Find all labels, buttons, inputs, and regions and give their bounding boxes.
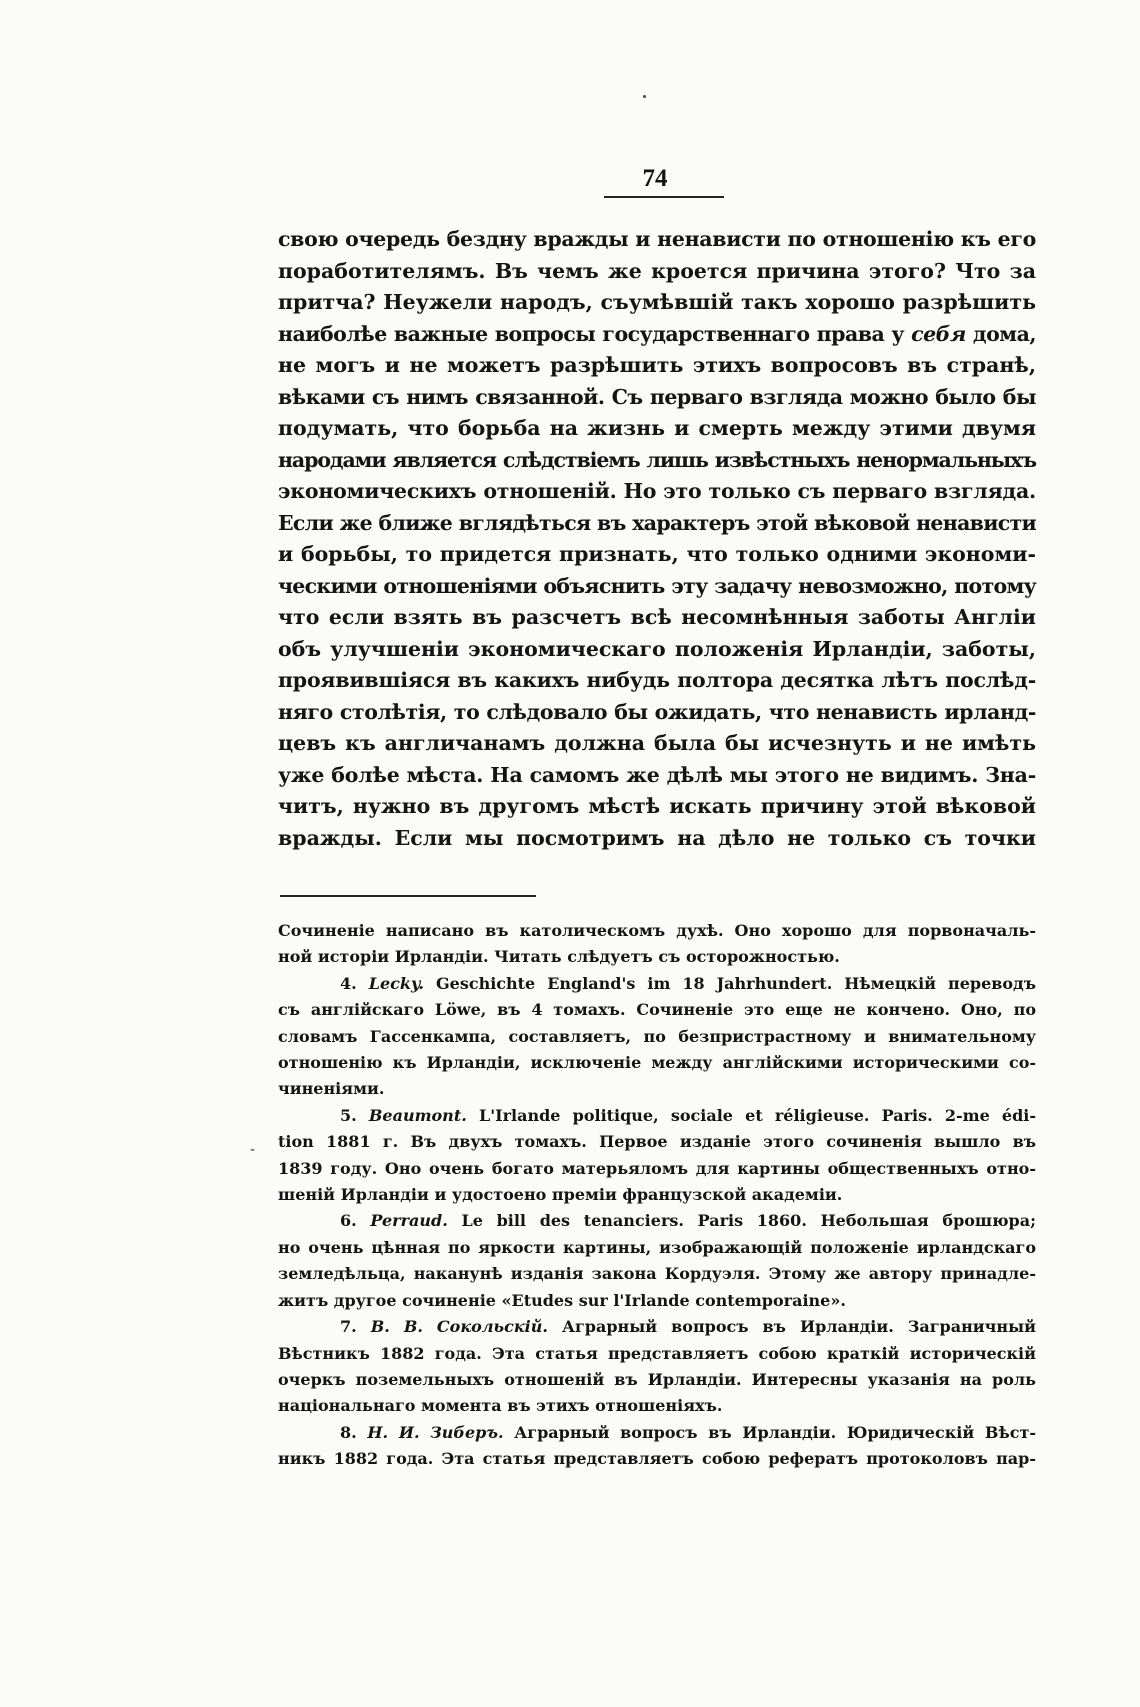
footnote-8 xyxy=(278,1420,1036,1446)
footnote-line: національнаго момента въ этихъ отношеніяхъ. xyxy=(278,1396,723,1416)
footnote-number: 7. xyxy=(340,1317,357,1337)
footnote-line: житъ другое сочиненіе «Etudes sur l'Irlande contemporaine». xyxy=(278,1290,846,1310)
footnote-author: В. В. Сокольскій. xyxy=(370,1317,548,1337)
footnote-number: 8. xyxy=(340,1422,357,1442)
text-line: вѣками съ нимъ связанной. Съ перваго взгляда можно было бы xyxy=(278,384,1036,409)
text-line: экономическихъ отношеній. Но это только съ перваго взгляда. xyxy=(278,479,1036,503)
footnote-6 xyxy=(278,1208,1036,1234)
footnote-line: очеркъ поземельныхъ отношеній въ Ирландіи. Интересны указанія на роль xyxy=(278,1369,1036,1389)
text-line: Если же ближе вглядѣться въ характеръ этой вѣковой ненависти xyxy=(278,510,1036,535)
text-line: объ улучшеніи экономическаго положенія Ирландіи, заботы, xyxy=(278,636,1036,661)
footnote-text: Le bill des tenanciers. Paris 1860. Небольшая брошюра; xyxy=(461,1211,1036,1231)
text-line: и борьбы, то придется признать, что только одними экономи- xyxy=(278,542,1036,566)
footnote-line: но очень цѣнная по яркости картины, изображающій положеніе ирландскаго xyxy=(278,1237,1036,1257)
text-line: няго столѣтія, то слѣдовало бы ожидать, что ненависть ирланд- xyxy=(278,699,1036,724)
text-line: ческими отношеніями объяснить эту задачу невозможно, потому xyxy=(278,573,1036,598)
footnote-author: Beaumont. xyxy=(368,1105,467,1125)
text-line: что если взять въ разсчетъ всѣ несомнѣнныя заботы Англіи xyxy=(278,605,1036,629)
footnote-line: Вѣстникъ 1882 года. Эта статья представляетъ собою краткій историческій xyxy=(278,1343,1036,1363)
footnote-text: Аграрный вопросъ въ Ирландіи. Заграничный xyxy=(561,1317,1036,1337)
footnote-line: чиненіями. xyxy=(278,1079,385,1099)
footnote-author: Н. И. Зиберъ. xyxy=(367,1422,504,1442)
footnote-line: никъ 1882 года. Эта статья представляетъ собою рефератъ протоколовъ пар- xyxy=(278,1449,1036,1469)
footnote-5 xyxy=(278,1103,1036,1129)
scan-speck xyxy=(643,95,646,98)
italic-word: себя xyxy=(911,321,966,346)
footnote-line: отношенію къ Ирландіи, исключеніе между англійскими историческими со- xyxy=(278,1053,1036,1073)
text-line-with-italic xyxy=(278,319,1036,351)
footnote-number: 5. xyxy=(340,1105,357,1125)
footnote-continuation: ной исторіи Ирландіи. Читать слѣдуетъ съ осторожностью. xyxy=(278,947,840,967)
text-line: поработителямъ. Въ чемъ же кроется причина этого? Что за xyxy=(278,258,1036,283)
footnote-text: Geschichte England's im 18 Jahrhundert. Нѣмецкій переводъ xyxy=(435,973,1036,993)
text-line: читъ, нужно въ другомъ мѣстѣ искать причину этой вѣковой xyxy=(278,794,1036,818)
footnote-7 xyxy=(278,1314,1036,1340)
footnote-number: 4. xyxy=(340,973,357,993)
footnote-4 xyxy=(278,971,1036,997)
footnote-text: Аграрный вопросъ въ Ирландіи. Юридическій Вѣст- xyxy=(514,1422,1037,1442)
text-line-head: наиболѣе важные вопросы государственнаго права у xyxy=(278,321,905,346)
text-line: свою очередь бездну вражды и ненависти по отношенію къ его xyxy=(278,227,1036,251)
footnote-author: Perraud. xyxy=(370,1211,448,1231)
footnote-separator xyxy=(280,895,536,897)
footnote-line: tion 1881 г. Въ двухъ томахъ. Первое изданіе этого сочиненія вышло въ xyxy=(278,1132,1036,1152)
footnote-number: 6. xyxy=(340,1211,357,1231)
footnote-line: земледѣльца, наканунѣ изданія закона Кордуэля. Этому же автору принадле- xyxy=(278,1264,1036,1284)
footnote-line: съ англійскаго Löwe, въ 4 томахъ. Сочиненіе это еще не кончено. Оно, по xyxy=(278,1000,1036,1020)
footnote-line: шеній Ирландіи и удостоено преміи французской академіи. xyxy=(278,1185,843,1205)
text-line: проявившіяся въ какихъ нибудь полтора десятка лѣтъ послѣд- xyxy=(278,668,1036,692)
margin-dash-mark: - xyxy=(250,1142,256,1158)
footnote-line: словамъ Гассенкампа, составляетъ, по безпристрастному и внимательному xyxy=(278,1026,1036,1046)
text-line: вражды. Если мы посмотримъ на дѣло не только съ точки xyxy=(278,825,1036,850)
page-number-rule xyxy=(604,196,724,198)
footnotes-block xyxy=(278,918,1036,1473)
text-line: цевъ къ англичанамъ должна была бы исчезнуть и не имѣть xyxy=(278,731,1036,755)
footnote-author: Lecky. xyxy=(368,973,424,993)
page-number: 74 xyxy=(642,165,668,192)
footnote-line: 1839 году. Оно очень богато матерьяломъ для картины общественныхъ отно- xyxy=(278,1158,1036,1178)
footnote-text: L'Irlande politique, sociale et réligieuse. Paris. 2-me édi- xyxy=(478,1105,1036,1125)
footnote-continuation: Сочиненіе написано въ католическомъ духѣ. Оно хорошо для порвоначаль- xyxy=(278,921,1036,940)
text-line: не могъ и не можетъ разрѣшить этихъ вопросовъ въ странѣ, xyxy=(278,353,1036,377)
text-line: притча? Неужели народъ, съумѣвшій такъ хорошо разрѣшить xyxy=(278,290,1036,314)
text-line: уже болѣе мѣста. На самомъ же дѣлѣ мы этого не видимъ. Зна- xyxy=(278,762,1036,787)
main-text-block xyxy=(278,224,1036,854)
text-line: подумать, что борьба на жизнь и смерть между этими двумя xyxy=(278,416,1036,440)
text-line-tail: дома, xyxy=(972,321,1036,346)
text-line: народами является слѣдствіемъ лишь извѣстныхъ ненормальныхъ xyxy=(278,447,1036,472)
